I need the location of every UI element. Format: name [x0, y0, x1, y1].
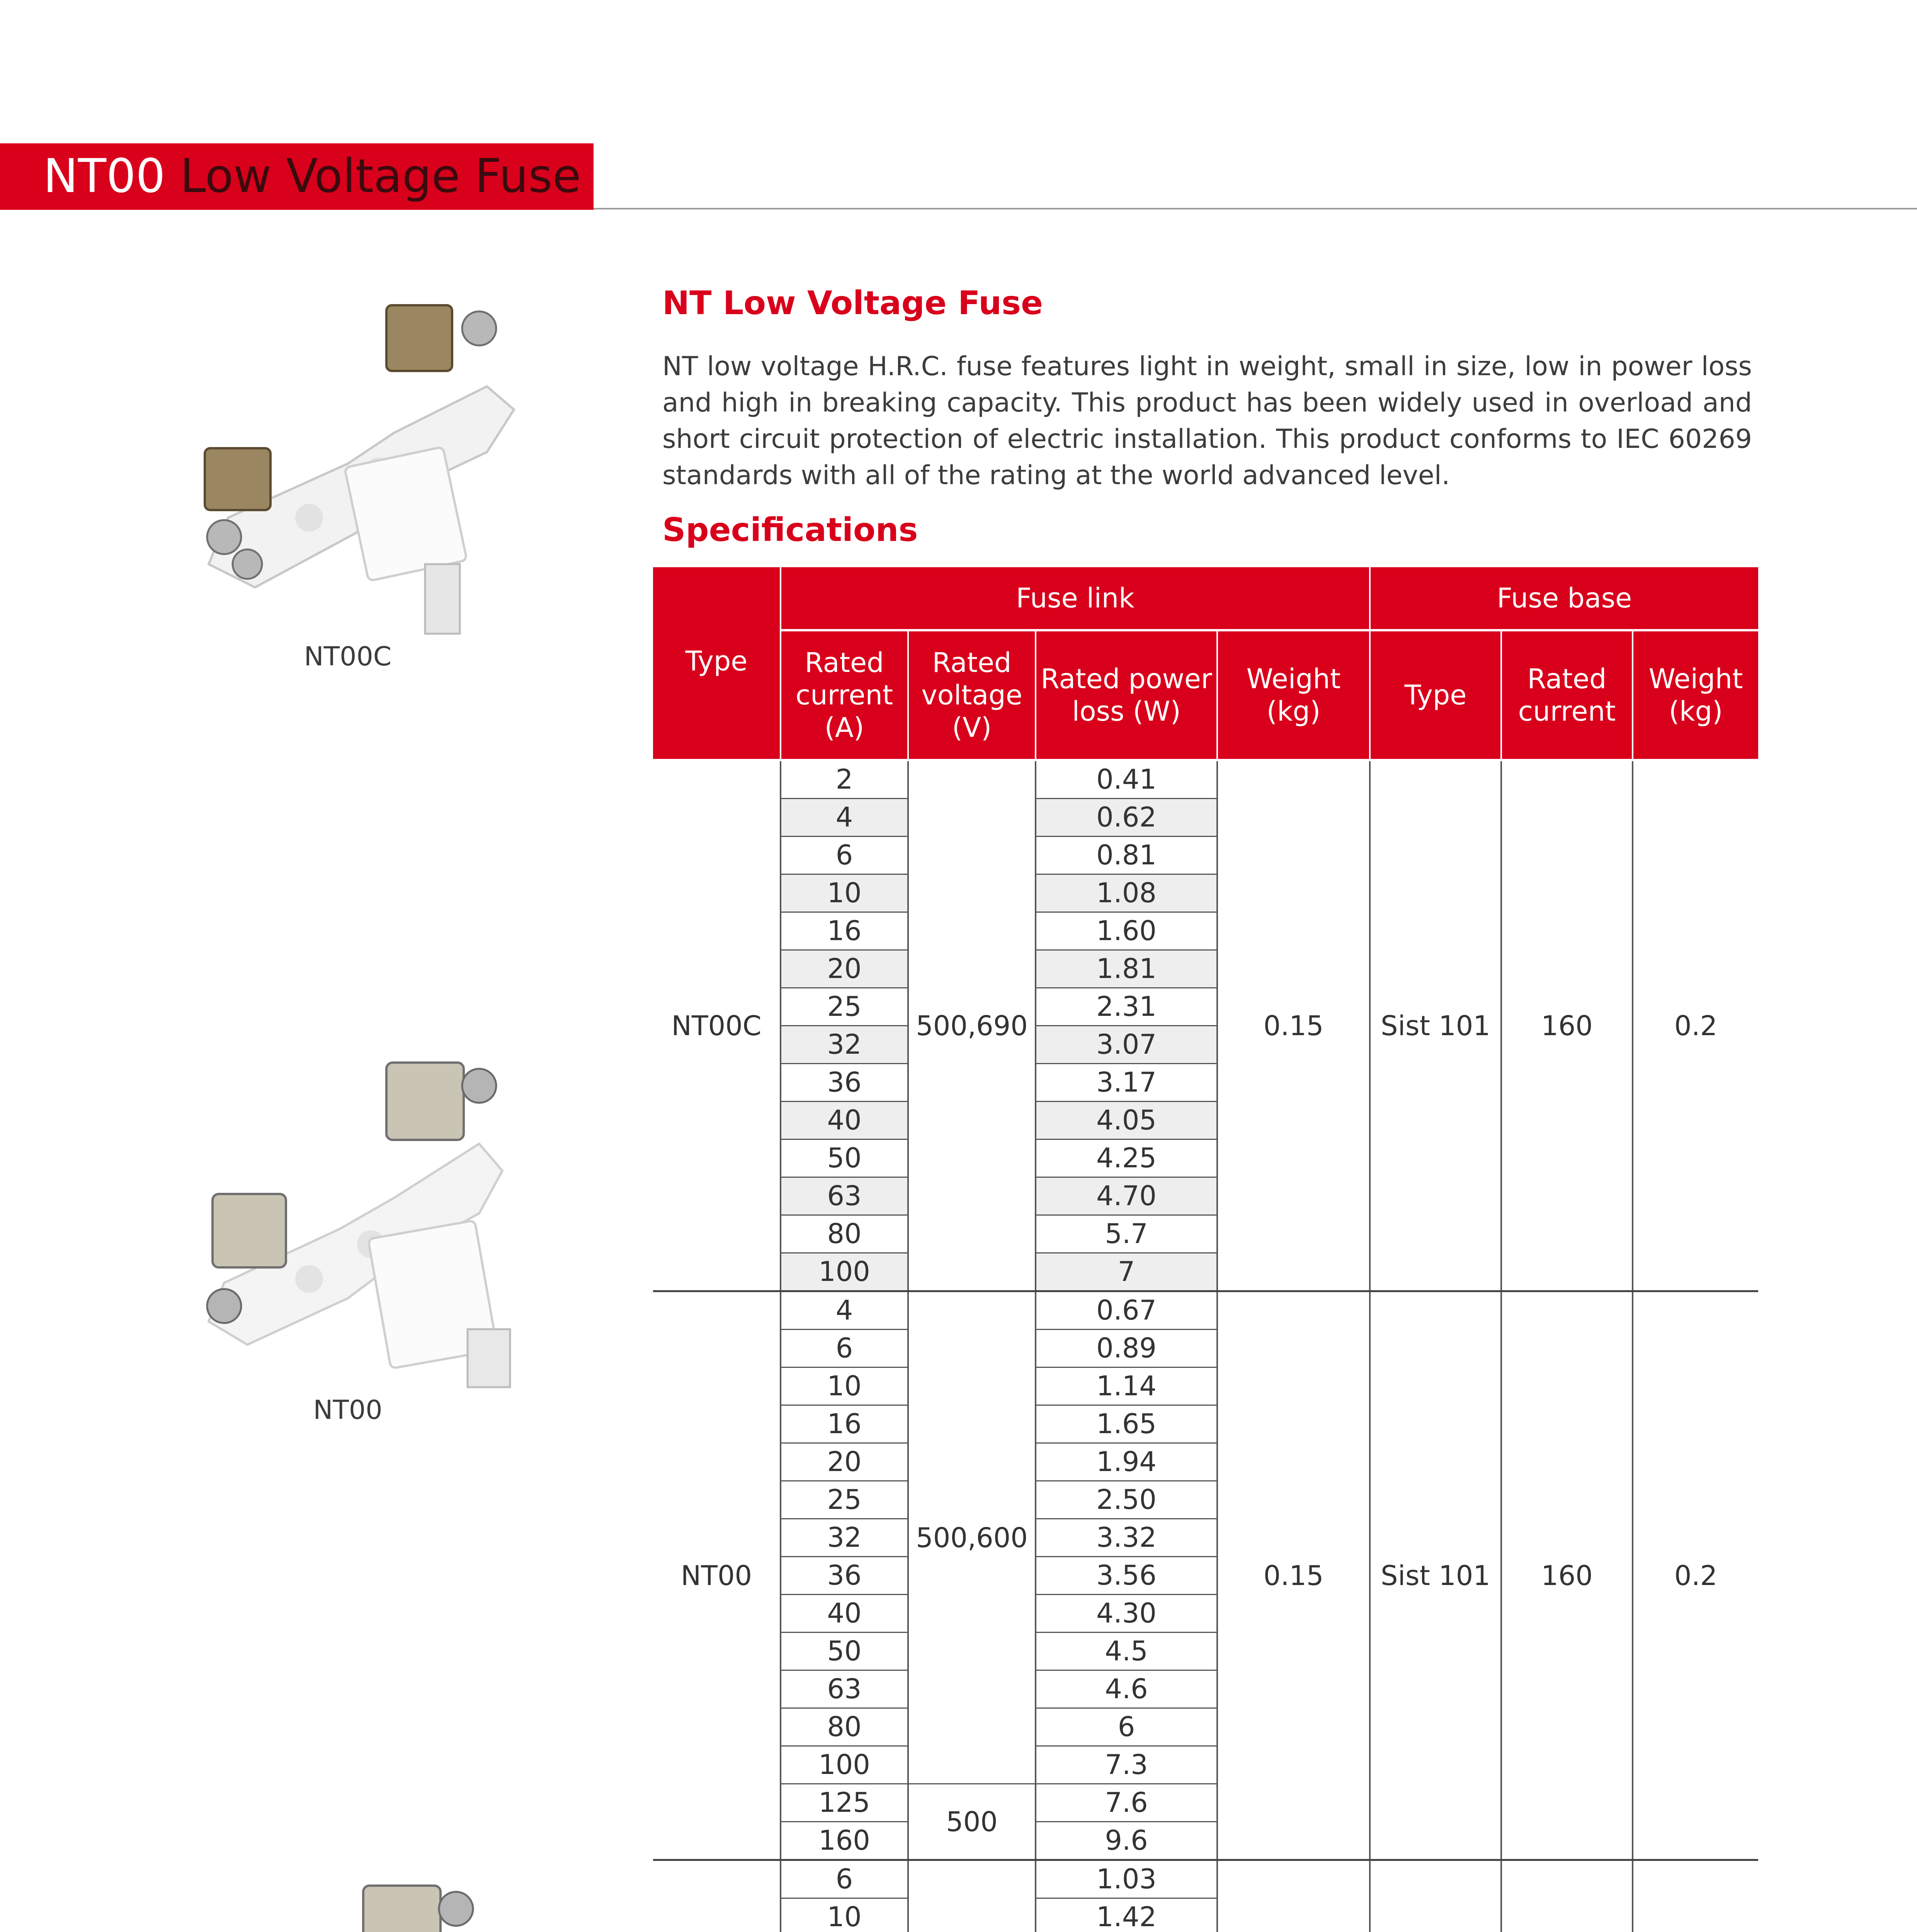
power-loss-cell: 3.17 — [1036, 1064, 1217, 1102]
power-loss-cell: 5.7 — [1036, 1215, 1217, 1253]
fuse-photo-nt0 — [147, 1855, 553, 1932]
base-weight-cell: 0.2 — [1633, 1291, 1758, 1860]
col-header-fuse-link: Fuse link — [781, 567, 1370, 630]
rated-current-cell: 10 — [781, 874, 908, 912]
intro-heading: NT Low Voltage Fuse — [662, 284, 1043, 322]
power-loss-cell: 0.41 — [1036, 760, 1217, 799]
table-row — [653, 1860, 1758, 1898]
fuse-photo-nt00c — [147, 270, 553, 657]
base-type-cell — [1370, 1860, 1501, 1932]
power-loss-cell: 4.6 — [1036, 1670, 1217, 1708]
table-row — [653, 1291, 1758, 1330]
power-loss-cell: 0.67 — [1036, 1291, 1217, 1330]
rated-current-cell: 50 — [781, 1139, 908, 1177]
page-title — [43, 150, 581, 203]
rated-current-cell: 2 — [781, 760, 908, 799]
weight-cell: 0.15 — [1217, 760, 1370, 1291]
rated-current-cell: 80 — [781, 1708, 908, 1746]
type-cell — [653, 1860, 781, 1932]
base-rated-current-cell — [1501, 1860, 1633, 1932]
rated-current-cell: 63 — [781, 1177, 908, 1215]
rated-current-cell: 63 — [781, 1670, 908, 1708]
rated-current-cell: 20 — [781, 1443, 908, 1481]
rated-current-cell: 125 — [781, 1784, 908, 1822]
power-loss-cell: 9.6 — [1036, 1822, 1217, 1860]
rated-current-cell: 16 — [781, 1405, 908, 1443]
power-loss-cell: 4.70 — [1036, 1177, 1217, 1215]
power-loss-cell: 4.30 — [1036, 1595, 1217, 1633]
col-header-base-type: Type — [1370, 630, 1501, 760]
power-loss-cell: 6 — [1036, 1708, 1217, 1746]
base-weight-cell — [1633, 1860, 1758, 1932]
col-header-type: Type — [653, 567, 781, 760]
rated-current-cell: 4 — [781, 1291, 908, 1330]
rated-current-cell: 100 — [781, 1253, 908, 1291]
rated-current-cell: 32 — [781, 1519, 908, 1557]
power-loss-cell: 0.62 — [1036, 799, 1217, 837]
rated-current-cell: 6 — [781, 1330, 908, 1367]
base-rated-current-cell: 160 — [1501, 1291, 1633, 1860]
power-loss-cell: 2.50 — [1036, 1481, 1217, 1519]
rated-current-cell: 160 — [781, 1822, 908, 1860]
power-loss-cell: 2.31 — [1036, 988, 1217, 1026]
power-loss-cell: 1.03 — [1036, 1860, 1217, 1898]
power-loss-cell: 1.94 — [1036, 1443, 1217, 1481]
type-cell: NT00C — [653, 760, 781, 1291]
rated-current-cell: 10 — [781, 1898, 908, 1932]
base-type-cell: Sist 101 — [1370, 760, 1501, 1291]
weight-cell: 0.15 — [1217, 1291, 1370, 1860]
col-header-power-loss: Rated power loss (W) — [1036, 630, 1217, 760]
power-loss-cell: 1.14 — [1036, 1367, 1217, 1405]
base-rated-current-cell: 160 — [1501, 760, 1633, 1291]
specs-heading: Specifications — [662, 511, 918, 549]
base-type-cell: Sist 101 — [1370, 1291, 1501, 1860]
power-loss-cell: 1.81 — [1036, 950, 1217, 988]
power-loss-cell: 1.08 — [1036, 874, 1217, 912]
rated-current-cell: 4 — [781, 799, 908, 837]
rated-current-cell: 40 — [781, 1102, 908, 1139]
rated-current-cell: 80 — [781, 1215, 908, 1253]
photo-caption-nt00: NT00 — [313, 1395, 383, 1425]
power-loss-cell: 4.5 — [1036, 1633, 1217, 1670]
base-weight-cell: 0.2 — [1633, 760, 1758, 1291]
col-header-base-rated-current: Rated current — [1501, 630, 1633, 760]
title-banner — [0, 143, 594, 210]
power-loss-cell: 4.25 — [1036, 1139, 1217, 1177]
rated-voltage-cell — [908, 1860, 1036, 1932]
col-header-weight: Weight (kg) — [1217, 630, 1370, 760]
rated-current-cell: 16 — [781, 912, 908, 950]
col-header-rated-voltage: Rated voltage (V) — [908, 630, 1036, 760]
type-cell: NT00 — [653, 1291, 781, 1860]
col-header-rated-current: Rated current (A) — [781, 630, 908, 760]
rated-current-cell: 20 — [781, 950, 908, 988]
rated-current-cell: 36 — [781, 1557, 908, 1595]
power-loss-cell: 3.32 — [1036, 1519, 1217, 1557]
title-suffix: Low Voltage Fuse — [165, 150, 581, 203]
rated-current-cell: 32 — [781, 1026, 908, 1064]
weight-cell — [1217, 1860, 1370, 1932]
rated-current-cell: 6 — [781, 1860, 908, 1898]
table-row — [653, 760, 1758, 799]
intro-description: NT low voltage H.R.C. fuse features light in weight, small in size, low in power loss and high in breaking capacity. This product has been widely used in overload and short circuit protection of electric installation. This product conforms to IEC 60269 standards with all of the rating at the world advanced level. — [662, 351, 1752, 491]
rated-current-cell: 6 — [781, 837, 908, 874]
power-loss-cell: 1.60 — [1036, 912, 1217, 950]
rated-current-cell: 10 — [781, 1367, 908, 1405]
power-loss-cell: 7.3 — [1036, 1746, 1217, 1784]
power-loss-cell: 0.81 — [1036, 837, 1217, 874]
rated-voltage-cell: 500 — [908, 1784, 1036, 1860]
power-loss-cell: 1.65 — [1036, 1405, 1217, 1443]
rated-current-cell: 25 — [781, 1481, 908, 1519]
rated-current-cell: 40 — [781, 1595, 908, 1633]
col-header-base-weight: Weight (kg) — [1633, 630, 1758, 760]
power-loss-cell: 3.07 — [1036, 1026, 1217, 1064]
rated-current-cell: 100 — [781, 1746, 908, 1784]
power-loss-cell: 1.42 — [1036, 1898, 1217, 1932]
rated-voltage-cell: 500,690 — [908, 760, 1036, 1291]
header-rule — [594, 208, 1917, 209]
power-loss-cell: 0.89 — [1036, 1330, 1217, 1367]
rated-voltage-cell: 500,600 — [908, 1291, 1036, 1784]
rated-current-cell: 25 — [781, 988, 908, 1026]
rated-current-cell: 50 — [781, 1633, 908, 1670]
power-loss-cell: 7.6 — [1036, 1784, 1217, 1822]
rated-current-cell: 36 — [781, 1064, 908, 1102]
specifications-body — [653, 760, 1758, 1932]
power-loss-cell: 4.05 — [1036, 1102, 1217, 1139]
title-prefix: NT00 — [43, 150, 165, 203]
photo-caption-nt00c: NT00C — [304, 641, 392, 672]
fuse-photo-nt00 — [147, 1012, 553, 1399]
specifications-table — [653, 567, 1758, 1932]
power-loss-cell: 7 — [1036, 1253, 1217, 1291]
col-header-fuse-base: Fuse base — [1370, 567, 1758, 630]
power-loss-cell: 3.56 — [1036, 1557, 1217, 1595]
